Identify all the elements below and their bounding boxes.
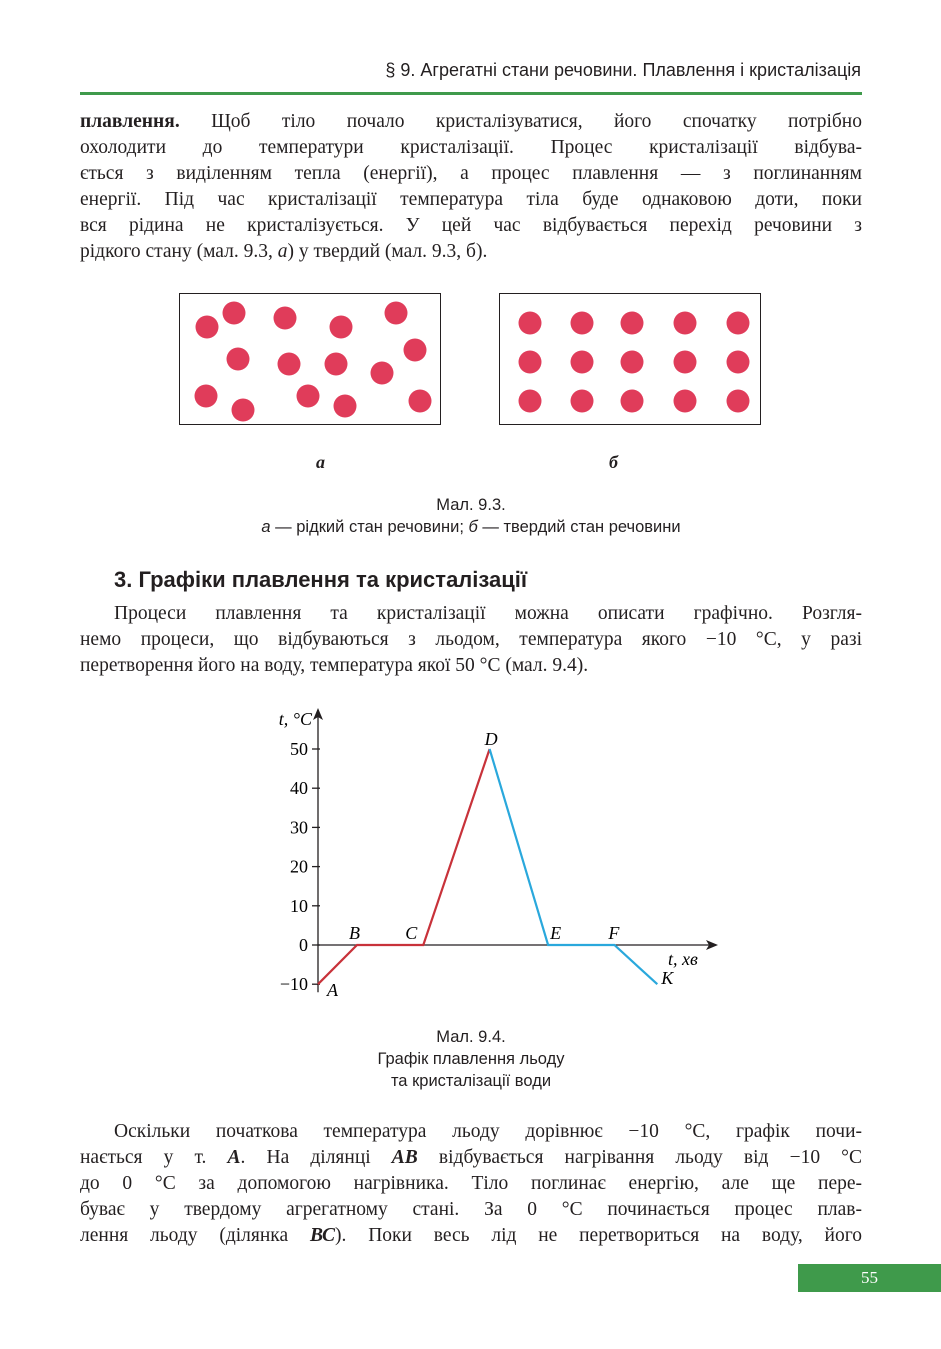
bold-term: плавлення.: [80, 111, 180, 132]
particle: [519, 312, 542, 335]
caption-line: та кристалізації води: [390, 1072, 552, 1090]
particle: [278, 353, 301, 376]
caption-line: Графік плавлення льоду: [377, 1050, 565, 1068]
particle: [385, 302, 408, 325]
paragraph-melting-crystallization: [80, 109, 862, 265]
series-heating-line: [318, 749, 490, 984]
para2-line3: перетворення його на воду, температура якої 50 °С (мал. 9.4).: [80, 655, 589, 676]
figure-9-4-caption: [80, 1026, 862, 1092]
paragraph-graph-intro: [80, 601, 862, 679]
particle: [371, 362, 394, 385]
particle: [223, 302, 246, 325]
particle: [409, 390, 432, 413]
para3-line1: Оскільки початкова температура льоду дорівнює −10 °С, графік почи-: [114, 1121, 862, 1142]
y-tick-label: 0: [299, 935, 308, 955]
y-tick-label: 40: [290, 778, 308, 799]
particle: [621, 390, 644, 413]
particle: [325, 353, 348, 376]
particle: [727, 390, 750, 413]
solid-particles: [500, 294, 762, 426]
particle: [274, 307, 297, 330]
particle: [519, 351, 542, 374]
y-axis-label: t, °C: [278, 709, 312, 729]
particle: [519, 390, 542, 413]
figure-label-a: а: [316, 452, 325, 472]
y-tick-label: 30: [290, 817, 308, 838]
caption-title: Мал. 9.3.: [436, 496, 506, 514]
particle: [674, 351, 697, 374]
y-tick-label: 20: [290, 856, 308, 877]
particle: [334, 395, 357, 418]
para1-line3: ється з виділенням тепла (енергії), а процес плавлення — з поглинанням: [80, 163, 862, 184]
point-label-k: K: [661, 968, 674, 989]
particle: [571, 351, 594, 374]
para3-line3: до 0 °С за допомогою нагрівника. Тіло поглинає енергію, але ще пере-: [80, 1173, 862, 1194]
figure-label-b: б: [609, 452, 618, 472]
para1-line6: рідкого стану (мал. 9.3, а) у твердий (мал. 9.3, б).: [80, 241, 488, 262]
particle: [297, 385, 320, 408]
figure-9-3-caption: [80, 494, 862, 538]
particle: [195, 385, 218, 408]
point-label-e: E: [550, 923, 562, 943]
para1-line5: вся рідина не кристалізується. У цей час відбувається перехід речовини з: [80, 215, 862, 236]
particle: [674, 390, 697, 413]
solid-state-panel: [499, 293, 761, 425]
page-number: 55: [798, 1264, 941, 1292]
particle: [621, 312, 644, 335]
section-title: 3. Графіки плавлення та кристалізації: [114, 567, 528, 592]
y-tick-label: 10: [290, 895, 308, 916]
para1-line4: енергії. Під час кристалізації температура тіла буде однаковою доти, поки: [80, 189, 862, 210]
point-label-a: A: [327, 980, 338, 1001]
point-label-f: F: [608, 923, 620, 943]
melting-graph: [0, 690, 941, 1030]
particle: [227, 348, 250, 371]
particle: [621, 351, 644, 374]
para3-line2: нається у т. А. На ділянці АВ відбувається нагрівання льоду від −10 °С: [80, 1147, 862, 1168]
point-label-c: C: [405, 923, 418, 943]
para3-line4: буває у твердому агрегатному стані. За 0 °С починається процес плав-: [80, 1199, 862, 1220]
series-cooling-line: [490, 749, 658, 984]
particle: [404, 339, 427, 362]
point-label-d: D: [484, 729, 498, 749]
particle: [674, 312, 697, 335]
para1-line2: охолодити до температури кристалізації. Процес кристалізації відбува-: [80, 137, 862, 158]
particle: [727, 312, 750, 335]
liquid-particles: [180, 294, 442, 426]
caption-text: а — рідкий стан речовини; б — твердий стан речовини: [261, 518, 681, 536]
header-rule: [80, 92, 862, 95]
running-header: § 9. Агрегатні стани речовини. Плавлення і кристалізація: [385, 60, 861, 80]
paragraph-graph-explanation: [80, 1119, 862, 1249]
particle: [196, 316, 219, 339]
para3-line5: лення льоду (ділянка ВС). Поки весь лід не перетвориться на воду, його: [80, 1225, 863, 1246]
particle: [571, 312, 594, 335]
point-label-b: B: [349, 923, 360, 943]
x-axis-label: t, хв: [668, 949, 698, 969]
particle: [571, 390, 594, 413]
y-tick-label: 50: [290, 739, 308, 759]
caption-title: Мал. 9.4.: [436, 1028, 506, 1046]
liquid-state-panel: [179, 293, 441, 425]
y-tick-label: −10: [279, 974, 308, 995]
particle: [330, 316, 353, 339]
para2-line1: Процеси плавлення та кристалізації можна описати графічно. Розгля-: [114, 603, 862, 624]
para2-line2: немо процеси, що відбуваються з льодом, температура якого −10 °С, у разі: [80, 629, 862, 650]
para1-line1: плавлення. Щоб тіло почало кристалізуватися, його спочатку потрібно: [80, 111, 862, 132]
particle: [727, 351, 750, 374]
particle: [232, 399, 255, 422]
